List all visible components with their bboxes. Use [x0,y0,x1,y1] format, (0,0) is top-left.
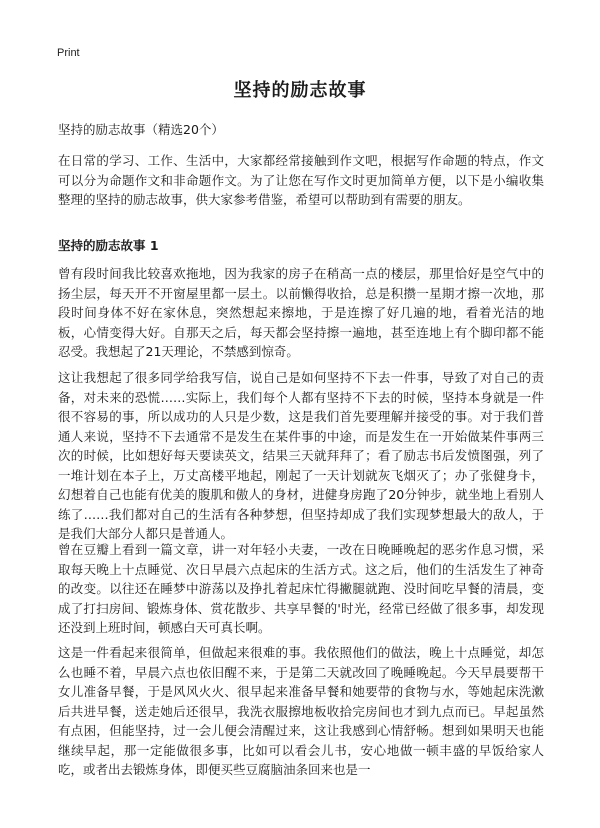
body-paragraph: 这让我想起了很多同学给我写信，说自己是如何坚持不下去一件事，导致了对自己的责备，对未来的恐慌……实际上，我们每个人都有坚持不下去的时候，坚持本身就是一件很不容易的事，所以成功的人只是少数，这是我们首先要理解并接受的事。对于我们普通人来说，坚持不下去通常不是发生在某件事的中途，而是发生在一开始做某件事两三次的时候，比如想好每天要读英文，结果三天就拜拜了；看了励志书后发愤图强，列了一堆计划在本子上，万丈高楼平地起，刚起了一天计划就灰飞烟灭了；办了张健身卡，幻想着自己也能有优美的腹肌和傲人的身材，进健身房跑了20分钟步，就坐地上看别人练了……我们都对自己的生活有各种梦想，但坚持却成了我们实现梦想最大的敌人，于是我们大部分人都只是普通人。 [58,370,544,541]
section-heading: 坚持的励志故事 1 [58,238,159,253]
print-label: Print [57,47,80,59]
intro-paragraph: 在日常的学习、工作、生活中，大家都经常接触到作文吧，根据写作命题的特点，作文可以分为命题作文和非命题作文。为了让您在写作文时更加简单方便，以下是小编收集整理的坚持的励志故事，供大家参考借鉴，希望可以帮助到有需要的朋友。 [58,153,544,207]
body-paragraph: 曾在豆瓣上看到一篇文章，讲一对年轻小夫妻，一改在日晚睡晚起的恶劣作息习惯，采取每天晚上十点睡觉、次日早晨六点起床的生活方式。这之后，他们的生活发生了神奇的改变。以往还在睡梦中游荡以及挣扎着起床忙得撇腿就跑、没时间吃早餐的清晨，变成了打扫房间、锻炼身体、赏花散步、共享早餐的'时光，经常已经做了很多事，却发现还没到上班时间，顿感白天可真长啊。 [58,542,544,635]
document-subtitle: 坚持的励志故事（精选20个） [58,122,224,137]
document-title: 坚持的励志故事 [233,80,367,101]
body-paragraph: 这是一件看起来很简单，但做起来很难的事。我依照他们的做法，晚上十点睡觉，却怎么也睡不着，早晨六点也依旧醒不来，于是第二天就改回了晚睡晚起。今天早晨要帮干女儿准备早餐，于是风风火火、很早起来准备早餐和她要带的食物与水，等她起床洗漱后共进早餐，送走她后还很早，我洗衣服擦地板收拾完房间也才到九点而已。早起虽然有点困，但能坚持，过一会儿便会清醒过来，这让我感到心情舒畅。想到如果明天也能继续早起，那一定能做很多事，比如可以看会儿书，安心地做一顿丰盛的早饭给家人吃，或者出去锻炼身体，即便买些豆腐脑油条回来也是一 [58,645,544,777]
body-paragraph: 曾有段时间我比较喜欢拖地，因为我家的房子在稍高一点的楼层，那里恰好是空气中的扬尘层，每天开不开窗屋里都一层土。以前懒得收拾，总是积攒一星期才擦一次地，那段时间身体不好在家休息，突然想起来擦地，于是连擦了好几遍的地，看着光洁的地板，心情变得大好。自那天之后，每天都会坚持擦一遍地，甚至连地上有个脚印都不能忍受。我想起了21天理论，不禁感到惊奇。 [58,266,544,359]
